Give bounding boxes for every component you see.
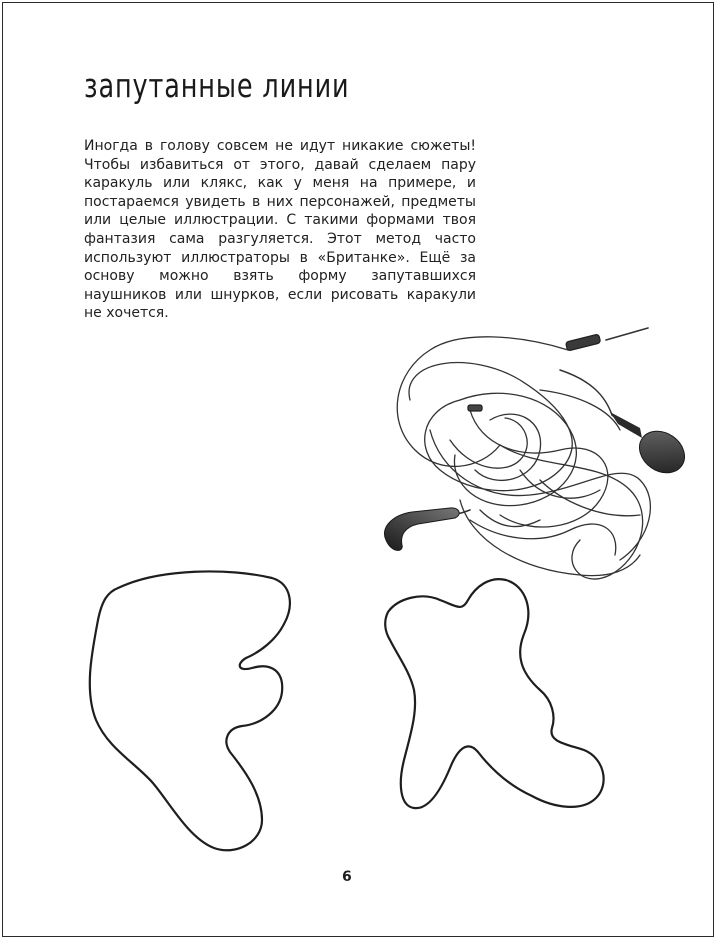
page-number: 6	[342, 869, 352, 885]
tangled-headphones-drawing	[397, 328, 650, 579]
earbud-left	[384, 508, 459, 551]
blob-right-drawing	[385, 579, 603, 808]
page-title: запутанные линии	[84, 66, 350, 105]
body-paragraph: Иногда в голову совсем не идут никакие сюжеты! Чтобы избавиться от этого, давай сделаем пару каракуль или клякс, как у меня на примере, и постараемся увидеть в них персонажей, предметы или целые иллюстрации. С такими формами твоя фантазия сама разгуляется. Этот метод часто используют иллюстраторы в «Британке». Ещё за основу можно взять форму запутавшихся наушников или шнурков, если рисовать каракули не хочется.	[84, 138, 476, 322]
earbud-right	[610, 412, 693, 481]
blob-left-drawing	[90, 571, 290, 850]
